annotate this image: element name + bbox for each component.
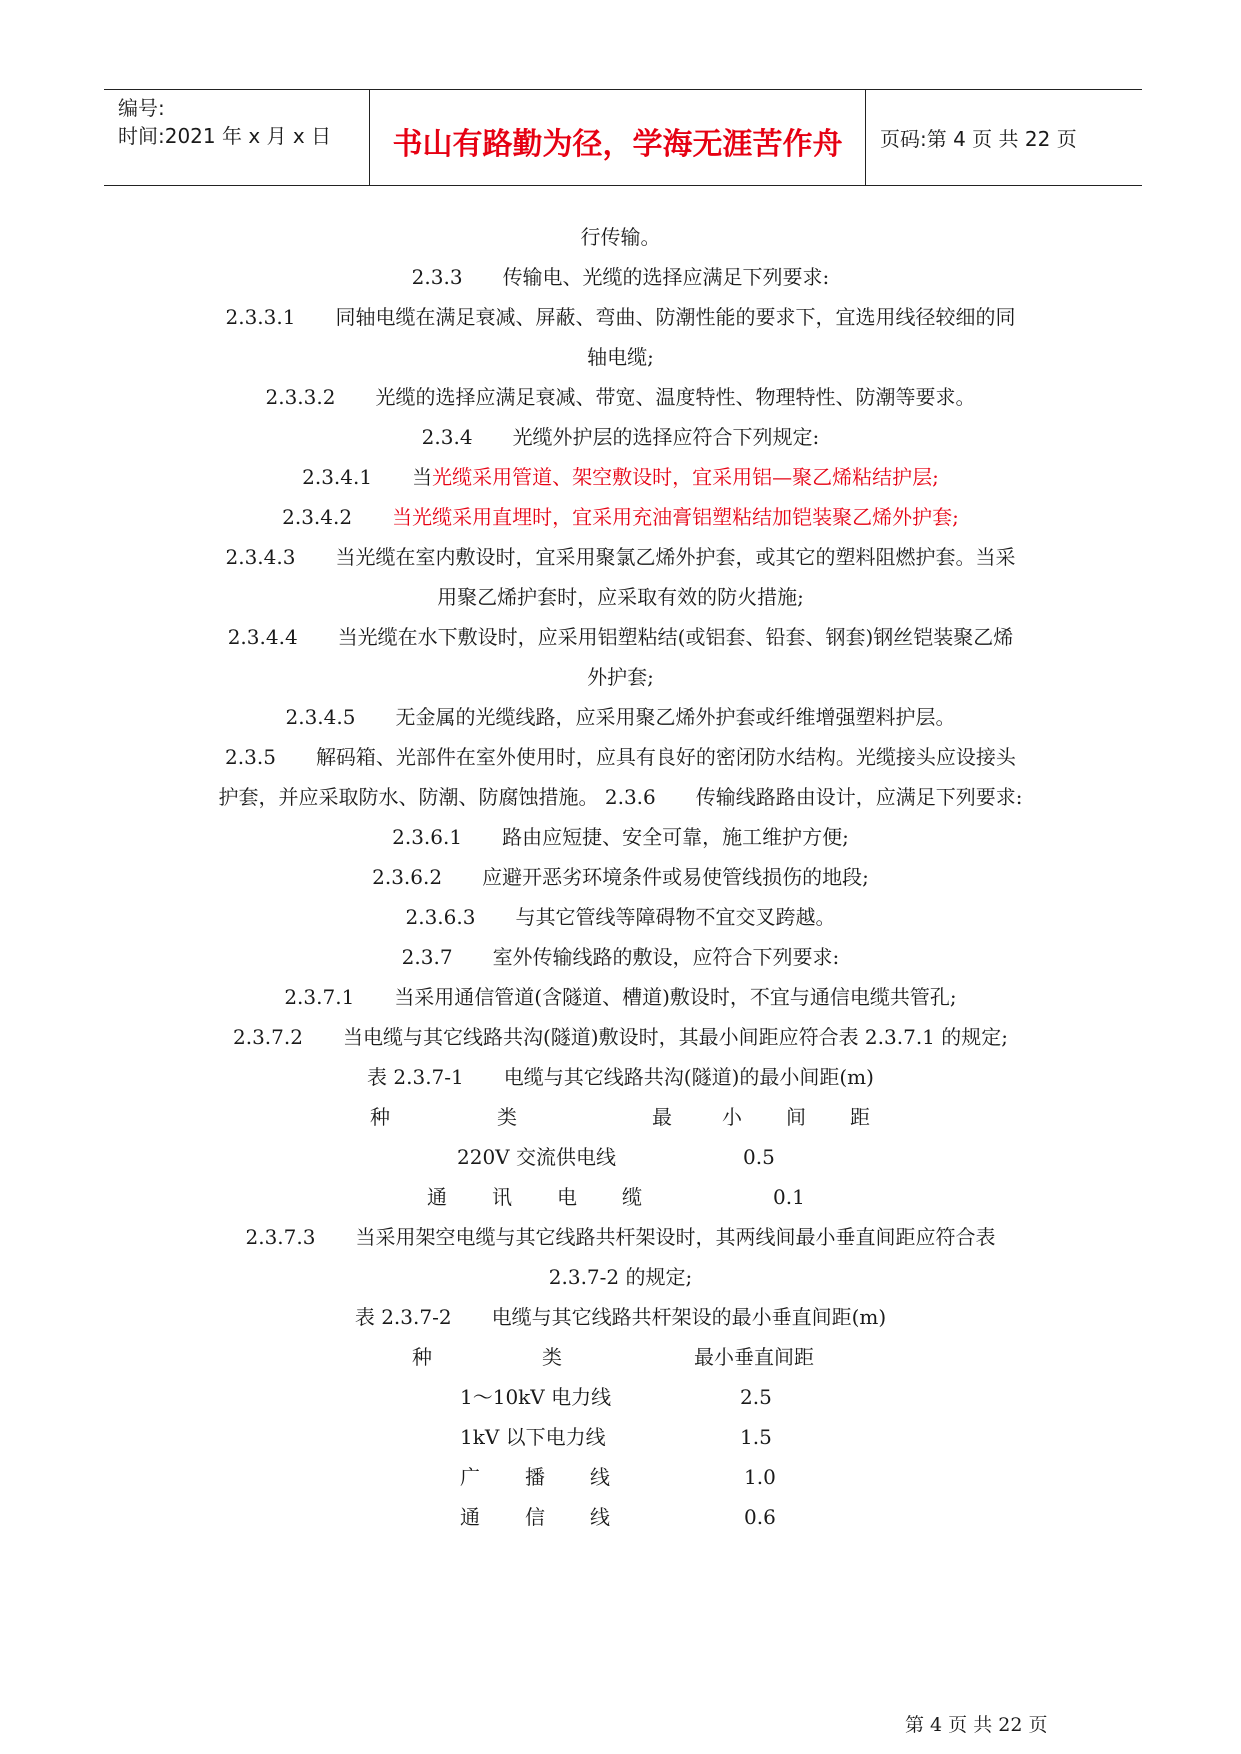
page-footer: 第 4 页 共 22 页 [905,1714,1048,1736]
table-cell-value: 0.5 [743,1145,775,1169]
table-cell-type: 线 [590,1465,610,1489]
clause-number: 2.3.7.2 [232,1025,303,1049]
clause-text: 当光缆在水下敷设时，应采用铝塑粘结(或铝套、铅套、钢套)钢丝铠装聚乙烯 [337,625,1014,649]
clause-number: 2.3.7.1 [284,985,355,1009]
table-title: 电缆与其它线路共沟(隧道)的最小间距(m) [503,1065,874,1089]
table-header-cell: 种 [412,1345,432,1369]
table-header-cell: 种 [370,1105,390,1129]
table-header-cell: 最 [652,1105,672,1129]
clause-line [0,383,1241,411]
clause-number: 2.3.7 [401,945,453,969]
clause-line [0,503,1241,531]
header-page-code: 页码:第 4 页 共 22 页 [880,127,1077,151]
header-motto-cell [370,90,866,185]
section-heading [0,423,1241,451]
clause-text: 路由应短捷、安全可靠，施工维护方便; [502,825,849,849]
clause-number: 2.3.4 [421,425,473,449]
clause-text: 当电缆与其它线路共沟(隧道)敷设时，其最小间距应符合表 2.3.7.1 的规定; [342,1025,1008,1049]
clause-line [0,823,1241,851]
header-page-cell [866,90,1142,185]
table-title: 电缆与其它线路共杆架设的最小垂直间距(m) [491,1305,887,1329]
clause-line [0,703,1241,731]
clause-line [0,1223,1241,1251]
table-cell-value: 2.5 [740,1385,772,1409]
clause-text: 解码箱、光部件在室外使用时，应具有良好的密闭防水结构。光缆接头应设接头 [315,745,1016,769]
table-header-cell: 间 [786,1105,806,1129]
table-cell-type: 讯 [492,1185,512,1209]
clause-number: 2.3.6.3 [405,905,476,929]
clause-line [0,903,1241,931]
clause-line [0,1023,1241,1051]
clause-number: 2.3.3 [411,265,463,289]
highlighted-clause-text: 光缆采用管道、架空敷设时，宜采用铝—聚乙烯粘结护层; [432,465,939,489]
clause-line [0,303,1241,331]
clause-line [0,863,1241,891]
clause-text: 无金属的光缆线路，应采用聚乙烯外护套或纤维增强塑料护层。 [395,705,956,729]
clause-line [0,743,1241,771]
clause-text: 传输电、光缆的选择应满足下列要求: [502,265,830,289]
clause-text: 应避开恶劣环境条件或易使管线损伤的地段; [482,865,869,889]
table-header-cell: 距 [850,1105,870,1129]
clause-number: 2.3.5 [225,745,276,769]
clause-text: 同轴电缆在满足衰减、屏蔽、弯曲、防潮性能的要求下，宜选用线径较细的同 [335,305,1016,329]
clause-line [0,983,1241,1011]
table-caption [0,1063,1241,1091]
table-cell-type: 信 [525,1505,545,1529]
clause-text: 室外传输线路的敷设，应符合下列要求: [492,945,840,969]
section-heading [0,943,1241,971]
table-caption [0,1303,1241,1331]
table-header-cell: 小 [722,1105,742,1129]
table-header-cell: 最小垂直间距 [694,1345,814,1369]
table-header-cell: 类 [542,1345,562,1369]
table-cell-value: 0.1 [773,1185,805,1209]
table-cell-type: 1kV 以下电力线 [460,1425,606,1449]
table-cell-type: 通 [460,1505,480,1529]
header-meta-cell [104,90,370,185]
highlighted-clause-text: 当光缆采用直埋时，宜采用充油膏铝塑粘结加铠装聚乙烯外护套; [392,505,959,529]
clause-number: 2.3.6.2 [372,865,443,889]
clause-number: 2.3.3.1 [225,305,296,329]
table-cell-type: 播 [525,1465,545,1489]
clause-text: 光缆外护层的选择应符合下列规定: [512,425,820,449]
clause-number: 2.3.3.2 [265,385,336,409]
section-heading [0,263,1241,291]
text-line: 用聚乙烯护套时，应采取有效的防火措施; [437,585,804,609]
table-cell-type: 1～10kV 电力线 [460,1385,612,1409]
clause-line: 2.3.4.1 当光缆采用管道、架空敷设时，宜采用铝—聚乙烯粘结护层; [302,465,939,489]
clause-number: 2.3.6 [604,785,656,809]
clause-text: 光缆的选择应满足衰减、带宽、温度特性、物理特性、防潮等要求。 [375,385,976,409]
header-motto: 书山有路勤为径，学海无涯苦作舟 [392,127,843,162]
clause-line [0,543,1241,571]
table-cell-value: 0.6 [744,1505,776,1529]
text-line: 护套，并应采取防水、防潮、防腐蚀措施。 2.3.6 传输线路路由设计，应满足下列要求: [218,785,1023,809]
clause-number: 2.3.4.2 [282,505,353,529]
clause-text: 当光缆在室内敷设时，宜采用聚氯乙烯外护套，或其它的塑料阻燃护套。当采 [335,545,1016,569]
clause-number: 2.3.4.1 [302,465,373,489]
table-cell-type: 缆 [622,1185,642,1209]
document-time-label: 时间:2021 年 x 月 x 日 [118,124,332,148]
text-line: 2.3.7-2 的规定; [548,1265,693,1289]
clause-number: 2.3.4.5 [285,705,356,729]
page-header [104,89,1142,186]
table-cell-type: 电 [557,1185,577,1209]
table-cell-type: 线 [590,1505,610,1529]
table-cell-value: 1.5 [740,1425,772,1449]
text-line: 外护套; [587,665,654,689]
clause-text: 当采用通信管道(含隧道、槽道)敷设时，不宜与通信电缆共管孔; [394,985,957,1009]
clause-text: 传输线路路由设计，应满足下列要求: [695,785,1023,809]
clause-number: 2.3.6.1 [392,825,463,849]
clause-number: 2.3.4.4 [227,625,298,649]
clause-text: 当采用架空电缆与其它线路共杆架设时，其两线间最小垂直间距应符合表 [355,1225,996,1249]
clause-number: 2.3.7.3 [245,1225,316,1249]
table-header-cell: 类 [497,1105,517,1129]
table-number: 表 2.3.7-1 [367,1065,464,1089]
clause-number: 2.3.4.3 [225,545,296,569]
table-cell-type: 通 [427,1185,447,1209]
text-line: 轴电缆; [587,345,654,369]
table-cell-type: 220V 交流供电线 [457,1145,616,1169]
document-number-label: 编号: [118,96,165,120]
text-line: 行传输。 [580,225,661,249]
clause-line [0,623,1241,651]
table-cell-type: 广 [460,1465,480,1489]
table-cell-value: 1.0 [744,1465,776,1489]
table-number: 表 2.3.7-2 [354,1305,452,1329]
clause-text: 与其它管线等障碍物不宜交叉跨越。 [515,905,836,929]
